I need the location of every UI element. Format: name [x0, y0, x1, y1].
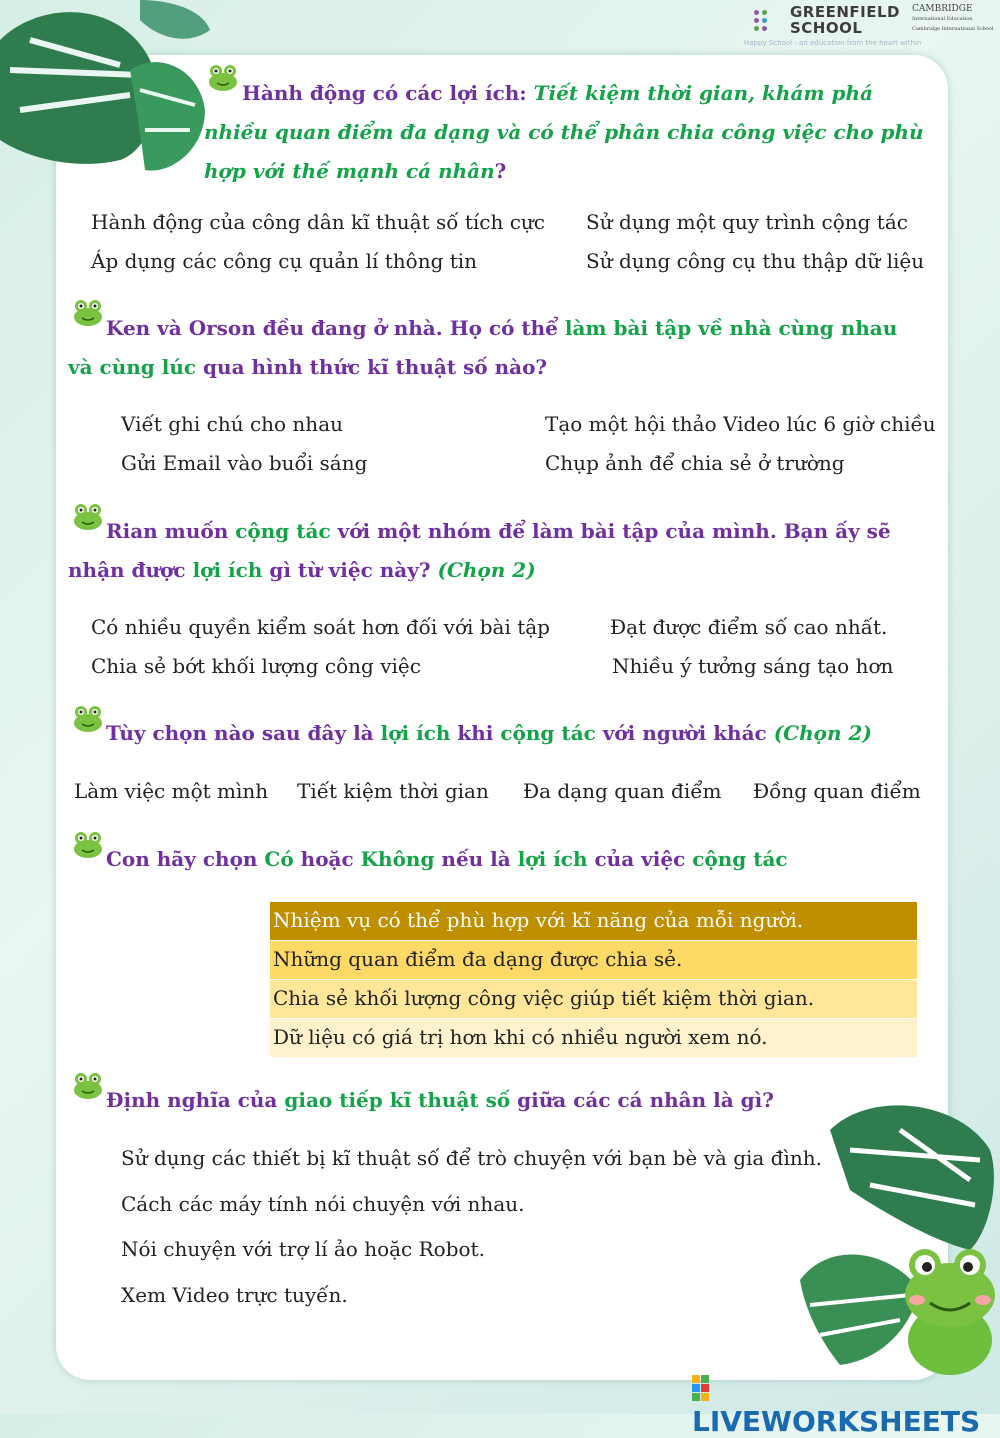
- q6-option-1[interactable]: Sử dụng các thiết bị kĩ thuật số để trò chuyện với bạn bè và gia đình.: [121, 1146, 822, 1170]
- q6-option-2[interactable]: Cách các máy tính nói chuyện với nhau.: [121, 1192, 525, 1216]
- q2-option-4[interactable]: Chụp ảnh để chia sẻ ở trường: [545, 451, 845, 475]
- q5-row-1[interactable]: Nhiệm vụ có thể phù hợp với kĩ năng của mỗi người.: [270, 902, 917, 940]
- school-logo-icon: [754, 10, 776, 32]
- q4-option-4[interactable]: Đồng quan điểm: [753, 779, 921, 803]
- question-3: Rian muốn cộng tác với một nhóm để làm bài tập của mình. Bạn ấy sẽ nhận được lợi ích gì từ việc này? (Chọn 2): [68, 519, 891, 582]
- question-1: Hành động có các lợi ích: Tiết kiệm thời gian, khám phá nhiều quan điểm đa dạng và có thể phân chia công việc cho phù hợp với thế mạnh cá nhân?: [204, 81, 924, 183]
- school-header: [744, 2, 994, 52]
- liveworksheets-cube-icon: [692, 1375, 710, 1401]
- question-5: Con hãy chọn Có hoặc Không nếu là lợi ích của việc cộng tác: [106, 847, 788, 871]
- frog-mascot-icon: [895, 1235, 995, 1375]
- q5-row-2[interactable]: Những quan điểm đa dạng được chia sẻ.: [270, 941, 917, 979]
- question-6: Định nghĩa của giao tiếp kĩ thuật số giữa các cá nhân là gì?: [106, 1088, 774, 1112]
- q3-option-1[interactable]: Có nhiều quyền kiểm soát hơn đối với bài tập: [91, 615, 550, 639]
- q3-option-2[interactable]: Đạt được điểm số cao nhất.: [610, 615, 888, 639]
- q1-option-1[interactable]: Hành động của công dân kĩ thuật số tích cực: [91, 210, 545, 234]
- q4-option-3[interactable]: Đa dạng quan điểm: [523, 779, 722, 803]
- q2-option-3[interactable]: Gửi Email vào buổi sáng: [121, 451, 368, 475]
- q1-option-3[interactable]: Áp dụng các công cụ quản lí thông tin: [91, 249, 478, 273]
- q1-option-4[interactable]: Sử dụng công cụ thu thập dữ liệu: [586, 249, 925, 273]
- q6-option-3[interactable]: Nói chuyện với trợ lí ảo hoặc Robot.: [121, 1237, 485, 1261]
- q4-option-1[interactable]: Làm việc một mình: [74, 779, 269, 803]
- q4-option-2[interactable]: Tiết kiệm thời gian: [297, 779, 489, 803]
- question-4: Tùy chọn nào sau đây là lợi ích khi cộng tác với người khác (Chọn 2): [106, 721, 872, 745]
- cambridge-logo: CAMBRIDGE International Education Cambridge International School: [912, 4, 994, 32]
- q6-option-4[interactable]: Xem Video trực tuyến.: [121, 1283, 348, 1307]
- q3-option-3[interactable]: Chia sẻ bớt khối lượng công việc: [91, 654, 421, 678]
- question-2: Ken và Orson đều đang ở nhà. Họ có thể làm bài tập về nhà cùng nhau và cùng lúc qua hình thức kĩ thuật số nào?: [68, 316, 898, 379]
- q1-option-2[interactable]: Sử dụng một quy trình cộng tác: [586, 210, 908, 234]
- q5-row-3[interactable]: Chia sẻ khối lượng công việc giúp tiết kiệm thời gian.: [270, 980, 917, 1018]
- liveworksheets-logo: LIVEWORKSHEETS: [692, 1372, 1000, 1438]
- school-name: GREENFIELD SCHOOL: [790, 3, 900, 37]
- school-tagline: Happy School - an education from the heart within: [744, 39, 922, 47]
- q2-option-2[interactable]: Tạo một hội thảo Video lúc 6 giờ chiều: [545, 412, 936, 436]
- q3-option-4[interactable]: Nhiều ý tưởng sáng tạo hơn: [612, 654, 894, 678]
- monstera-leaf-topleft: [0, 0, 215, 180]
- q2-option-1[interactable]: Viết ghi chú cho nhau: [121, 412, 343, 436]
- q5-row-4[interactable]: Dữ liệu có giá trị hơn khi có nhiều người xem nó.: [270, 1019, 917, 1057]
